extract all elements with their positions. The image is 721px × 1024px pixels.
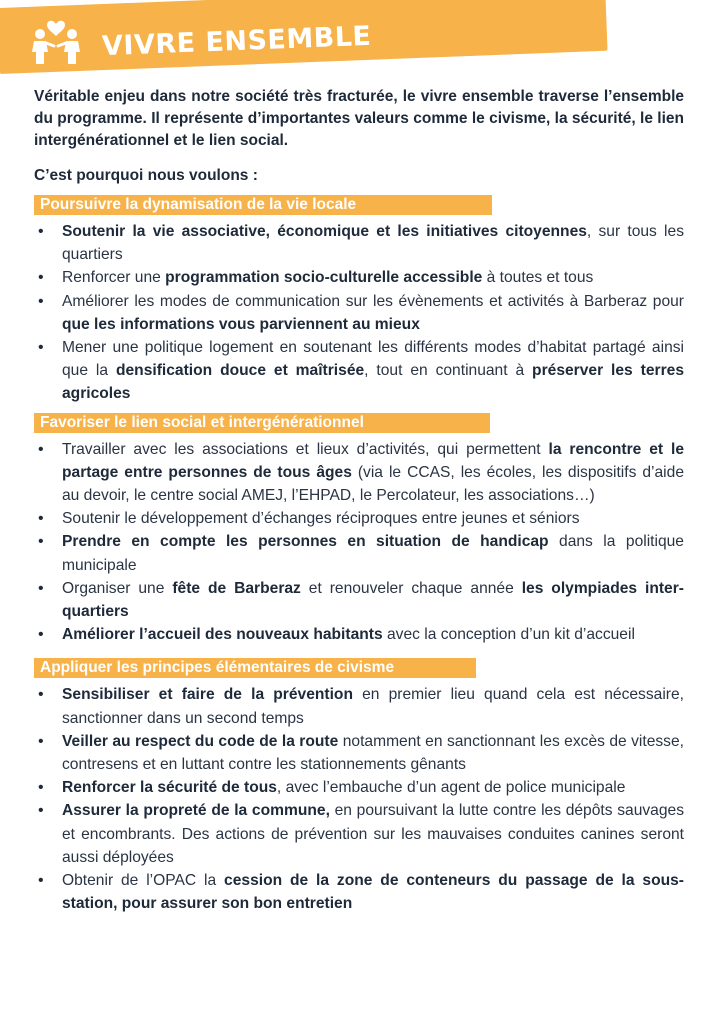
lead-text: C’est pourquoi nous voulons :	[34, 167, 258, 184]
bullet-icon: •	[38, 510, 44, 528]
emphasis-text: Améliorer l’accueil des nouveaux habitants	[62, 626, 383, 644]
emphasis-text: Renforcer la sécurité de tous	[62, 779, 277, 797]
bullet-icon: •	[38, 533, 44, 551]
emphasis-text: cession de la zone de conteneurs du passage de la sous-station, pour assurer son bon entretien	[62, 872, 684, 913]
emphasis-text: la rencontre et le partage entre personnes de tous âges	[62, 440, 684, 481]
item-text: Organiser une	[62, 579, 173, 597]
page-title: VIVRE ENSEMBLE	[101, 20, 372, 62]
item-text: (via le CCAS, les écoles, les dispositifs d’aide au devoir, le centre social AMEJ, l’EHPAD, le Percolateur, les associations…)	[62, 463, 684, 505]
section-list	[34, 683, 684, 915]
bullet-icon: •	[38, 802, 44, 820]
list-item	[34, 869, 684, 915]
bullet-icon: •	[38, 872, 44, 890]
item-text: , sur tous les quartiers	[62, 223, 684, 264]
bullet-icon: •	[38, 579, 44, 597]
bullet-icon: •	[38, 626, 44, 644]
header	[26, 14, 372, 68]
bullet-icon: •	[38, 292, 44, 310]
emphasis-text: préserver les terres agricoles	[62, 362, 684, 403]
emphasis-text: que les informations vous parviennent au mieux	[62, 315, 420, 333]
section-title-civisme: Appliquer les principes élémentaires de civisme	[34, 658, 476, 678]
emphasis-text: Assurer la propreté de la commune,	[62, 802, 330, 820]
emphasis-text: Soutenir la vie associative, économique et les initiatives citoyennes	[62, 223, 587, 240]
list-item	[34, 220, 684, 266]
two-people-heart-icon	[26, 16, 86, 66]
item-text: notamment en sanctionnant les excès de vitesse, contresens et en luttant contre les stationnements gênants	[62, 732, 684, 774]
bullet-icon: •	[38, 779, 44, 797]
item-text: avec la conception d’un kit d’accueil	[382, 626, 635, 644]
emphasis-text: fête de Barberaz	[172, 579, 301, 597]
list-item	[34, 290, 684, 336]
bullet-icon: •	[38, 732, 44, 750]
list-item	[34, 776, 684, 799]
section-list	[34, 220, 684, 406]
item-text: en premier lieu quand cela est nécessaire, sanctionner dans un second temps	[62, 686, 684, 727]
item-text: Mener une politique logement en soutenant les différents modes d’habitat partagé ainsi que la	[62, 339, 684, 380]
item-text: , tout en continuant à	[364, 362, 533, 380]
item-text: Soutenir le développement d’échanges réciproques entre jeunes et séniors	[62, 510, 580, 528]
emphasis-text: densification douce et maîtrisée	[115, 362, 365, 380]
main-content	[34, 86, 684, 915]
item-text: Renforcer une	[62, 269, 166, 287]
emphasis-text: Sensibiliser et faire de la prévention	[62, 686, 353, 704]
list-item	[34, 623, 684, 646]
section-list	[34, 438, 684, 647]
section-title-lien-social: Favoriser le lien social et intergénérationnel	[34, 413, 490, 433]
item-text: Travailler avec les associations et lieux d’activités, qui permettent	[62, 440, 549, 458]
item-text: et renouveler chaque année	[300, 579, 522, 597]
bullet-icon: •	[38, 269, 44, 287]
list-item	[34, 530, 684, 576]
list-item	[34, 577, 684, 623]
list-item	[34, 438, 684, 508]
item-text: Améliorer les modes de communication sur les évènements et activités à Barberaz pour	[62, 292, 684, 310]
emphasis-text: les olympiades inter-quartiers	[62, 579, 684, 621]
list-item	[34, 683, 684, 729]
section-title-vie-locale: Poursuivre la dynamisation de la vie locale	[34, 195, 492, 215]
item-text: , avec l’embauche d’un agent de police municipale	[276, 779, 626, 797]
emphasis-text: Veiller au respect du code de la route	[62, 732, 339, 750]
bullet-icon: •	[38, 223, 44, 240]
item-text: Obtenir de l’OPAC la	[62, 872, 225, 890]
bullet-icon: •	[38, 686, 44, 704]
list-item	[34, 730, 684, 776]
emphasis-text: Prendre en compte les personnes en situation de handicap	[62, 533, 549, 551]
intro-paragraph: Véritable enjeu dans notre société très fracturée, le vivre ensemble traverse l’ensemble du programme. Il représente d’importantes valeurs comme le civisme, la sécurité, le lien intergénérationnel et le lien social.	[34, 88, 684, 149]
list-item	[34, 799, 684, 869]
list-item	[34, 336, 684, 406]
item-text: à toutes et tous	[482, 269, 594, 287]
item-text: en poursuivant la lutte contre les dépôts sauvages et encombrants. Des actions de prévention sur les mauvaises conduites canines seront aussi déployées	[62, 802, 684, 866]
emphasis-text: programmation socio-culturelle accessible	[165, 269, 483, 287]
item-text: dans la politique municipale	[62, 533, 684, 574]
bullet-icon: •	[38, 339, 44, 357]
list-item	[34, 507, 684, 530]
bullet-icon: •	[38, 440, 44, 458]
list-item	[34, 266, 684, 289]
